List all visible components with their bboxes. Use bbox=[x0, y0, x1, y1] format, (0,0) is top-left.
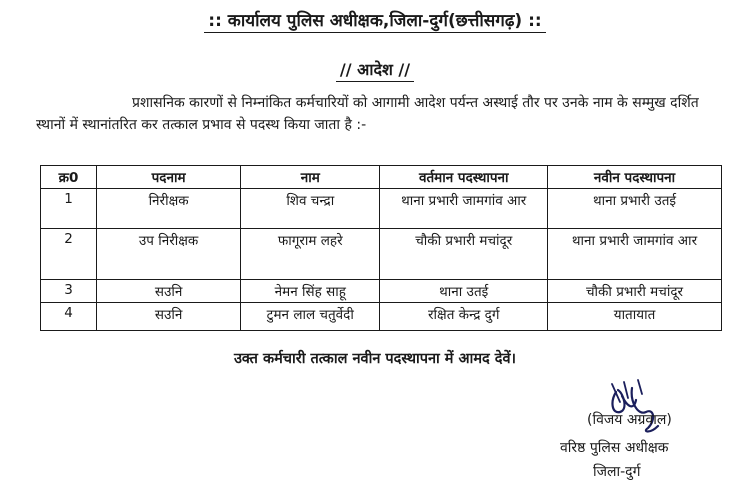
cell-new-posting: चौकी प्रभारी मचांदूर bbox=[548, 280, 722, 303]
cell-serial: 2 bbox=[41, 229, 97, 280]
office-header bbox=[0, 8, 750, 33]
transfer-table bbox=[40, 165, 722, 331]
signatory-name: (विजय अग्रवाल) bbox=[587, 412, 672, 428]
table-row bbox=[41, 303, 722, 331]
order-title-text: // आदेश // bbox=[336, 58, 414, 82]
order-paragraph: प्रशासनिक कारणों से निम्नांकित कर्मचारियों को आगामी आदेश पर्यन्त अस्थाई तौर पर उनके नाम के सम्मुख दर्शित स्थानों में स्थानांतरित कर तत्काल प्रभाव से पदस्थ किया जाता है :- bbox=[36, 95, 699, 133]
cell-name: टुमन लाल चतुर्वेदी bbox=[241, 303, 380, 331]
closing-instruction: उक्त कर्मचारी तत्काल नवीन पदस्थापना में आमद देवें। bbox=[233, 351, 517, 367]
header-name: नाम bbox=[241, 166, 380, 189]
cell-name: नेमन सिंह साहू bbox=[241, 280, 380, 303]
cell-name: फागूराम लहरे bbox=[241, 229, 380, 280]
cell-new-posting: थाना प्रभारी उतई bbox=[548, 189, 722, 229]
cell-current-posting: थाना उतई bbox=[380, 280, 548, 303]
cell-serial: 3 bbox=[41, 280, 97, 303]
table-row bbox=[41, 229, 722, 280]
cell-new-posting: यातायात bbox=[548, 303, 722, 331]
cell-current-posting: थाना प्रभारी जामगांव आर bbox=[380, 189, 548, 229]
cell-current-posting: रक्षित केन्द्र दुर्ग bbox=[380, 303, 548, 331]
cell-designation: उप निरीक्षक bbox=[97, 229, 241, 280]
table-row bbox=[41, 189, 722, 229]
cell-name: शिव चन्द्रा bbox=[241, 189, 380, 229]
header-new-posting: नवीन पदस्थापना bbox=[548, 166, 722, 189]
signatory-designation: वरिष्ठ पुलिस अधीक्षक bbox=[560, 440, 669, 456]
office-header-text: :: कार्यालय पुलिस अधीक्षक,जिला-दुर्ग(छत्तीसगढ़) :: bbox=[204, 8, 545, 33]
signatory-place: जिला-दुर्ग bbox=[593, 464, 641, 480]
header-serial: क्र0 bbox=[41, 166, 97, 189]
order-title bbox=[0, 58, 750, 82]
cell-designation: निरीक्षक bbox=[97, 189, 241, 229]
header-current-posting: वर्तमान पदस्थापना bbox=[380, 166, 548, 189]
handwritten-signature bbox=[598, 372, 688, 442]
cell-serial: 1 bbox=[41, 189, 97, 229]
header-designation: पदनाम bbox=[97, 166, 241, 189]
cell-new-posting: थाना प्रभारी जामगांव आर bbox=[548, 229, 722, 280]
cell-designation: सउनि bbox=[97, 303, 241, 331]
cell-serial: 4 bbox=[41, 303, 97, 331]
cell-current-posting: चौकी प्रभारी मचांदूर bbox=[380, 229, 548, 280]
table-row bbox=[41, 280, 722, 303]
table-header-row bbox=[41, 166, 722, 189]
cell-designation: सउनि bbox=[97, 280, 241, 303]
